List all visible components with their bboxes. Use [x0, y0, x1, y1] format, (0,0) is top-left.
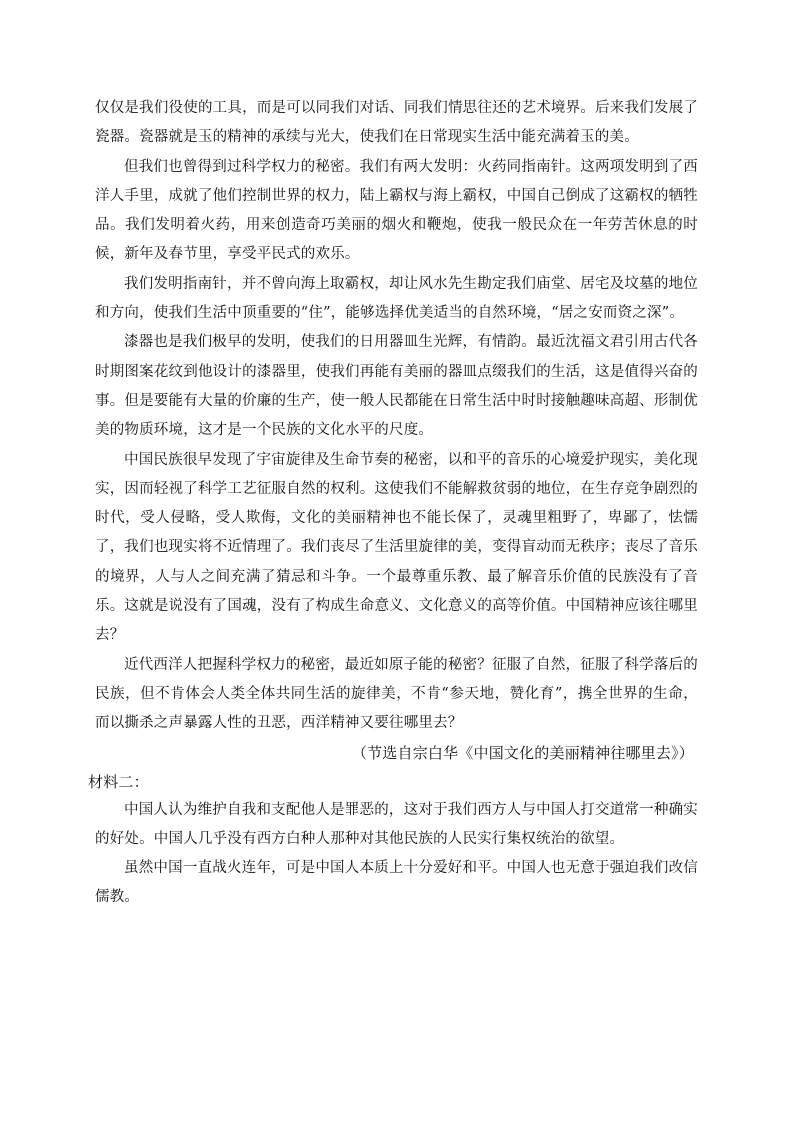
paragraph-1: 仅仅是我们役使的工具，而是可以同我们对话、同我们情思往还的艺术境界。后来我们发展了瓷器。瓷器就是玉的精神的承续与光大，使我们在日常现实生活中能充满着玉的美。	[95, 100, 698, 146]
document-body	[88, 94, 698, 913]
paragraph-8: 虽然中国一直战火连年，可是中国人本质上十分爱好和平。中国人也无意于强迫我们改信儒教。	[95, 860, 698, 906]
paragraph-4: 漆器也是我们极早的发明，使我们的日用器皿生光辉，有情韵。最近沈福文君引用古代各时期图案花纹到他设计的漆器里，使我们再能有美丽的器皿点缀我们的生活，这是值得兴奋的事。但是要能有大量的价廉的生产，使一般人民都能在日常生活中时时接触趣味高超、形制优美的物质环境，这才是一个民族的文化水平的尺度。	[95, 334, 698, 439]
section-heading-material-two: 材料二：	[88, 772, 149, 791]
paragraph-3: 我们发明指南针，并不曾向海上取霸权，却让风水先生勘定我们庙堂、居宅及坟墓的地位和方向，使我们生活中顶重要的“住”，能够选择优美适当的自然环境，“居之安而资之深”。	[95, 275, 698, 322]
paragraph-6: 近代西洋人把握科学权力的秘密，最近如原子能的秘密？征服了自然，征服了科学落后的民族，但不肯体会人类全体共同生活的旋律美，不肯“参天地，赞化育”，携全世界的生命，而以撕杀之声暴露人性的丑恶，西洋精神又要往哪里去？	[95, 656, 698, 732]
paragraph-2: 但我们也曾得到过科学权力的秘密。我们有两大发明：火药同指南针。这两项发明到了西洋人手里，成就了他们控制世界的权力，陆上霸权与海上霸权，中国自己倒成了这霸权的牺牲品。我们发明着火药，用来创造奇巧美丽的烟火和鞭炮，使我一般民众在一年劳苦休息的时候，新年及春节里，享受平民式的欢乐。	[95, 158, 698, 263]
paragraph-5: 中国民族很早发现了宇宙旋律及生命节奏的秘密，以和平的音乐的心境爱护现实，美化现实，因而轻视了科学工艺征服自然的权利。这使我们不能解救贫弱的地位，在生存竞争剧烈的时代，受人侵略，受人欺侮，文化的美丽精神也不能长保了，灵魂里粗野了，卑鄙了，怯懦了，我们也现实将不近情理了。我们丧尽了生活里旋律的美，变得盲动而无秩序；丧尽了音乐的境界，人与人之间充满了猜忌和斗争。一个最尊重乐教、最了解音乐价值的民族没有了音乐。这就是说没有了国魂，没有了构成生命意义、文化意义的高等价值。中国精神应该往哪里去？	[95, 451, 698, 644]
source-citation: （节选自宗白华《中国文化的美丽精神往哪里去》）	[351, 743, 694, 762]
paragraph-7: 中国人认为维护自我和支配他人是罪恶的，这对于我们西方人与中国人打交道常一种确实的好处。中国人几乎没有西方白种人那种对其他民族的人民实行集权统治的欲望。	[95, 801, 698, 847]
